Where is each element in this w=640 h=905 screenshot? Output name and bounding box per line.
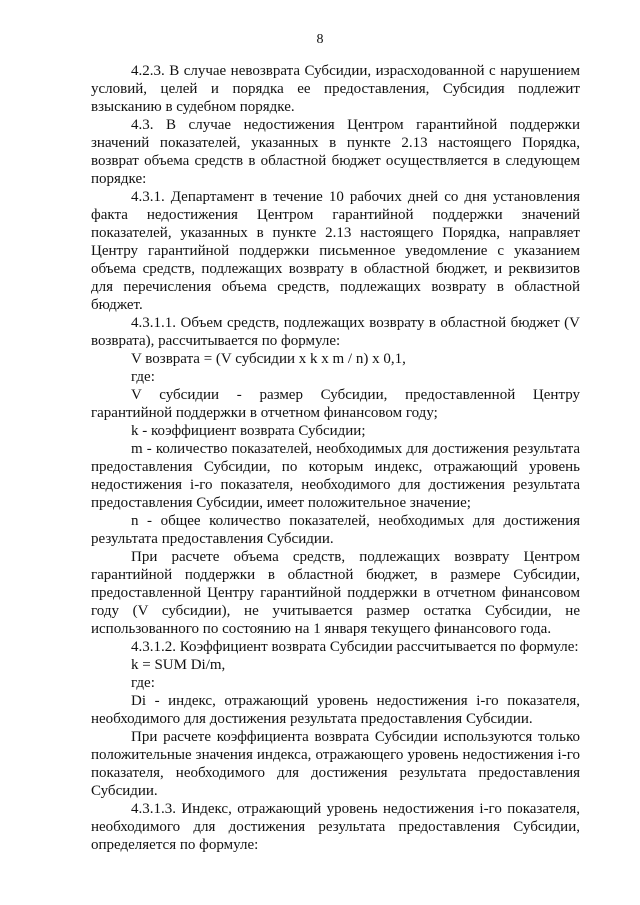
- formula: V возврата = (V субсидии x k x m / n) x 0,1,: [131, 351, 406, 367]
- paragraph: 4.3.1. Департамент в течение 10 рабочих дней со дня установления факта недостижения Центром гарантийной поддержки значений показателей, указанных в пункте 2.13 настоящего Порядка, направляет Центру гарантийной поддержки письменное уведомление с указанием объема средств, подлежащих возврату в областной бюджет, и реквизитов для перечисления объема средств, подлежащих возврату в областной бюджет.: [91, 189, 580, 313]
- paragraph: 4.3. В случае недостижения Центром гарантийной поддержки значений показателей, указанных в пункте 2.13 настоящего Порядка, возврат объема средств в областной бюджет осуществляется в следующем порядке:: [91, 117, 580, 187]
- paragraph: 4.3.1.1. Объем средств, подлежащих возврату в областной бюджет (V возврата), рассчитывается по формуле:: [91, 315, 580, 349]
- paragraph: При расчете коэффициента возврата Субсидии используются только положительные значения индекса, отражающего уровень недостижения i-го показателя, необходимого для достижения результата предоставления Субсидии.: [91, 729, 580, 799]
- paragraph: 4.2.3. В случае невозврата Субсидии, израсходованной с нарушением условий, целей и порядка ее предоставления, Субсидия подлежит взысканию в судебном порядке.: [91, 63, 580, 115]
- paragraph: где:: [131, 369, 155, 385]
- page-number: 8: [316, 32, 324, 47]
- paragraph: n - общее количество показателей, необходимых для достижения результата предоставления Субсидии.: [91, 513, 580, 547]
- paragraph: Di - индекс, отражающий уровень недостижения i-го показателя, необходимого для достижения результата предоставления Субсидии.: [91, 693, 580, 727]
- formula: k = SUM Di/m,: [131, 657, 226, 673]
- paragraph: m - количество показателей, необходимых для достижения результата предоставления Субсидии, по которым индекс, отражающий уровень недостижения i-го показателя, необходимого для достижения результата предоставления Субсидии, имеет положительное значение;: [91, 441, 580, 511]
- paragraph: V субсидии - размер Субсидии, предоставленной Центру гарантийной поддержки в отчетном финансовом году;: [91, 387, 580, 421]
- paragraph: k - коэффициент возврата Субсидии;: [131, 423, 366, 439]
- document-body: [91, 62, 580, 854]
- paragraph: При расчете объема средств, подлежащих возврату Центром гарантийной поддержки в областной бюджет, в размере Субсидии, предоставленной Центру гарантийной поддержки в отчетном финансовом году (V субсидии), не учитывается размер остатка Субсидии, не использованного по состоянию на 1 января текущего финансового года.: [91, 549, 580, 637]
- paragraph: 4.3.1.2. Коэффициент возврата Субсидии рассчитывается по формуле:: [131, 639, 579, 655]
- paragraph: 4.3.1.3. Индекс, отражающий уровень недостижения i-го показателя, необходимого для достижения результата предоставления Субсидии, определяется по формуле:: [91, 801, 580, 853]
- paragraph: где:: [131, 675, 155, 691]
